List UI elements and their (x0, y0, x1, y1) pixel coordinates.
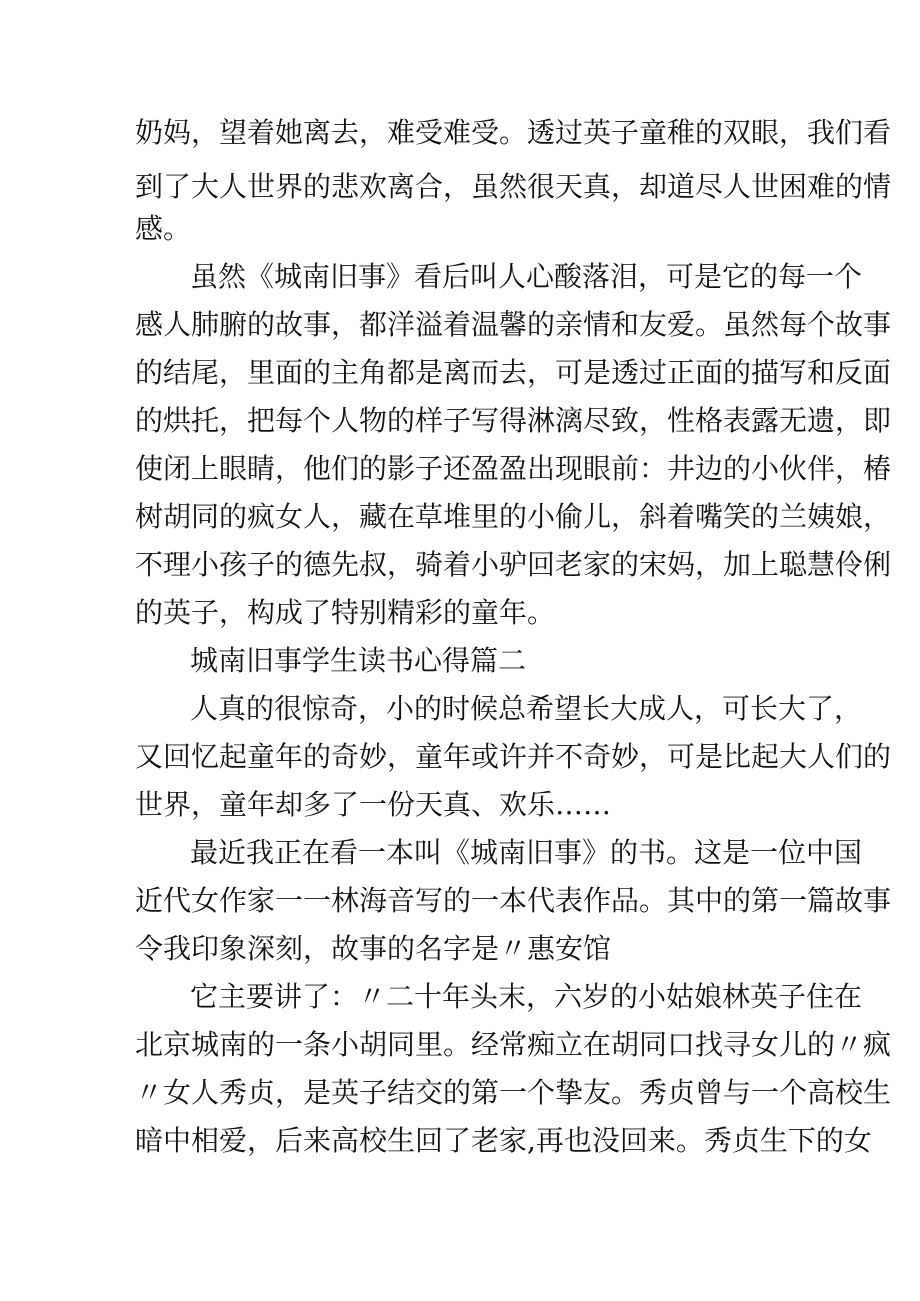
line-text: 它主要讲了：〃二十年头末，六岁的小姑娘林英子住在 (190, 980, 863, 1013)
heading-text: 城南旧事学生读书心得篇二 (190, 644, 527, 677)
line-text: 使闭上眼睛，他们的影子还盈盈出现眼前：井边的小伙伴，椿 (135, 452, 892, 485)
line-text: 不理小孩子的德先叔，骑着小驴回老家的宋妈，加上聪慧伶俐 (135, 548, 892, 581)
line-text: 〃女人秀贞，是英子结交的第一个挚友。秀贞曾与一个高校生 (135, 1076, 892, 1109)
line-text: 近代女作家一一林海音写的一本代表作品。其中的第一篇故事 (135, 884, 892, 917)
line-text: 到了大人世界的悲欢离合，虽然很天真，却道尽人世困难的情 (135, 170, 892, 203)
line-text: 奶妈，望着她离去，难受难受。透过英子童稚的双眼，我们看 (135, 116, 892, 149)
line-text: 感人肺腑的故事，都洋溢着温馨的亲情和友爱。虽然每个故事 (135, 308, 892, 341)
line-text: 最近我正在看一本叫《城南旧事》的书。这是一位中国 (190, 836, 863, 869)
line-text: 的英子，构成了特别精彩的童年。 (135, 596, 556, 629)
line-text: 令我印象深刻，故事的名字是〃惠安馆 (135, 932, 612, 965)
line-text: 人真的很惊奇，小的时候总希望长大成人，可长大了， (190, 692, 863, 725)
line-text: 又回忆起童年的奇妙，童年或许并不奇妙，可是比起大人们的 (135, 740, 892, 773)
line-text: 树胡同的疯女人，藏在草堆里的小偷儿，斜着嘴笑的兰姨娘， (135, 500, 892, 533)
line-text: 暗中相爱，后来高校生回了老家,再也没回来。秀贞生下的女 (135, 1124, 872, 1157)
line-text: 虽然《城南旧事》看后叫人心酸落泪，可是它的每一个 (190, 260, 863, 293)
line-text: 感。 (135, 212, 192, 245)
line-text: 北京城南的一条小胡同里。经常痴立在胡同口找寻女儿的〃疯 (135, 1028, 892, 1061)
line-text: 的烘托，把每个人物的样子写得淋漓尽致，性格表露无遗，即 (135, 404, 892, 437)
line-text: 的结尾，里面的主角都是离而去，可是透过正面的描写和反面 (135, 356, 892, 389)
line-text: 世界，童年却多了一份天真、欢乐…… (135, 788, 612, 821)
